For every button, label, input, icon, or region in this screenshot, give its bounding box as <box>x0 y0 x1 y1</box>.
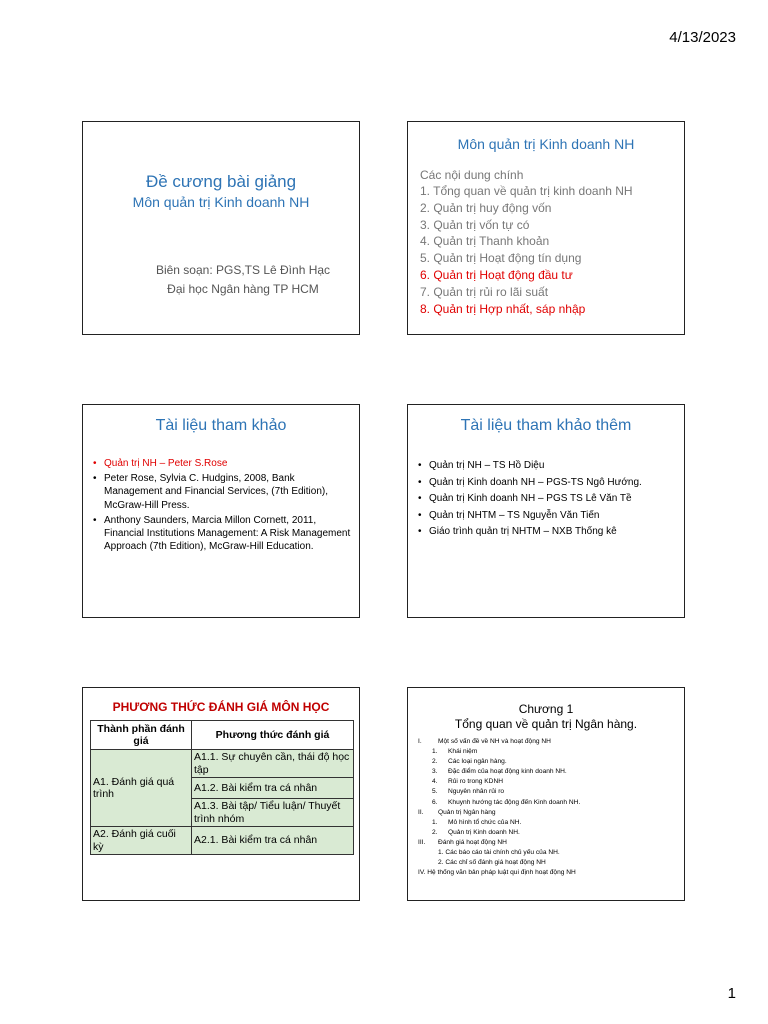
table-row <box>91 827 354 855</box>
slide-2-intro: Các nội dung chính <box>420 168 524 182</box>
table-cell-group-2: A2. Đánh giá cuối kỳ <box>91 827 192 855</box>
bullet-icon: • <box>418 460 422 471</box>
author-line-1: Biên soạn: PGS,TS Lê Đình Hạc <box>155 263 331 277</box>
slide-5-evaluation <box>82 687 360 901</box>
slide-3-heading: Tài liệu tham khảo <box>155 417 287 434</box>
table-header-cell: Thành phần đánh giá <box>91 721 192 750</box>
outline-line <box>418 767 680 777</box>
table-cell: A1.2. Bài kiểm tra cá nhân <box>192 778 354 799</box>
extra-reference-text: Quản trị NHTM – TS Nguyễn Văn Tiến <box>429 509 600 521</box>
outline-line <box>418 798 680 808</box>
extra-reference-item <box>418 524 676 541</box>
slide-6-chapter-1 <box>407 687 685 901</box>
contents-item: 8. Quản trị Hợp nhất, sáp nhập <box>420 301 586 316</box>
bullet-icon: • <box>93 473 97 485</box>
outline-line <box>418 737 680 747</box>
bullet-icon: • <box>418 476 422 488</box>
outline-number: 6. <box>432 798 438 806</box>
outline-line <box>418 858 680 868</box>
outline-number: I. <box>418 738 422 745</box>
table-cell: A1.3. Bài tập/ Tiểu luận/ Thuyết trình nhóm <box>192 799 354 827</box>
author-line-2: Đại học Ngân hàng TP HCM <box>167 282 319 296</box>
outline-text: Rủi ro trong KDNH <box>448 778 503 786</box>
bullet-icon: • <box>418 493 422 505</box>
reference-item <box>93 514 351 554</box>
reference-text: Peter Rose, Sylvia C. Hudgins, 2008, Bank Management and Financial Services, (7th Edition), McGraw-Hill Press. <box>104 473 329 511</box>
reference-text: Quản trị NH – Peter S.Rose <box>104 458 228 469</box>
page-date: 4/13/2023 <box>669 29 736 46</box>
slide-2-body <box>420 168 678 317</box>
contents-item: 1. Tổng quan về quản trị kinh doanh NH <box>420 184 633 198</box>
slide-6-chapter: Chương 1 <box>518 702 574 716</box>
slide-1-title <box>82 121 360 335</box>
contents-item: 4. Quản trị Thanh khoản <box>420 234 550 249</box>
bullet-icon: • <box>93 514 97 526</box>
bullet-icon: • <box>418 526 422 538</box>
contents-item: 2. Quản trị huy động vốn <box>420 200 552 215</box>
outline-number: 2. <box>432 828 438 836</box>
outline-text: Quản trị Ngân hàng <box>438 808 496 816</box>
outline-text: IV. Hệ thống văn bản pháp luật qui định hoạt động NH <box>418 869 576 877</box>
page-number: 1 <box>727 985 736 1002</box>
reference-item <box>93 457 351 470</box>
table-cell: A2.1. Bài kiểm tra cá nhân <box>192 827 354 855</box>
bullet-icon: • <box>418 509 422 521</box>
outline-line <box>418 777 680 787</box>
outline-text: Khuynh hướng tác động đến Kinh doanh NH. <box>448 798 581 806</box>
outline-line <box>418 848 680 858</box>
outline-text: Khái niệm <box>448 748 478 756</box>
extra-reference-item <box>418 491 676 508</box>
outline-text: Quản trị Kinh doanh NH. <box>448 828 520 836</box>
extra-reference-text: Giáo trình quản trị NHTM – NXB Thống kê <box>429 526 617 538</box>
table-cell-group-1: A1. Đánh giá quá trình <box>91 750 192 827</box>
extra-reference-item <box>418 508 676 525</box>
outline-line <box>418 838 680 848</box>
references-list <box>93 457 351 555</box>
outline-number: 2. <box>432 758 438 766</box>
outline-number: 4. <box>432 778 438 786</box>
contents-item: 7. Quản trị rủi ro lãi suất <box>420 284 549 299</box>
chapter-outline <box>418 737 680 878</box>
outline-line <box>418 747 680 757</box>
slide-4-heading: Tài liệu tham khảo thêm <box>460 417 632 434</box>
outline-number: 3. <box>432 768 438 776</box>
outline-text: Các loại ngân hàng. <box>448 758 507 766</box>
outline-text: Nguyên nhân rủi ro <box>448 788 505 796</box>
outline-text: Đánh giá hoạt động NH <box>438 838 507 846</box>
slide-4-extra-references <box>407 404 685 618</box>
outline-number: 5. <box>432 788 438 796</box>
outline-line <box>418 757 680 767</box>
slide-5-heading: PHƯƠNG THỨC ĐÁNH GIÁ MÔN HỌC <box>112 700 330 714</box>
extra-reference-text: Quản trị Kinh doanh NH – PGS-TS Ngô Hướng. <box>429 476 642 488</box>
slide-1-author <box>83 261 359 299</box>
outline-text: Mô hình tổ chức của NH. <box>448 818 522 826</box>
outline-text: 1. Các báo cáo tài chính chủ yếu của NH. <box>438 849 560 857</box>
extra-reference-item <box>418 475 676 492</box>
slide-2-contents <box>407 121 685 335</box>
outline-line <box>418 868 680 878</box>
outline-text: Đặc điểm của hoạt động kinh doanh NH. <box>448 768 567 776</box>
outline-line <box>418 787 680 797</box>
outline-number: 1. <box>432 748 438 756</box>
table-row <box>91 750 354 778</box>
outline-number: II. <box>418 808 424 816</box>
reference-text: Anthony Saunders, Marcia Millon Cornett, 2011, Financial Institutions Management: A Risk Management Approach (7th Edition), McGraw-Hill Education. <box>104 514 351 553</box>
table-header-row <box>91 721 354 750</box>
outline-line <box>418 828 680 838</box>
outline-number: III. <box>418 838 426 846</box>
table-cell: A1.1. Sự chuyên cần, thái độ học tập <box>192 750 354 778</box>
extra-references-list <box>418 458 676 541</box>
slide-1-heading: Đề cương bài giảng <box>145 172 297 191</box>
extra-reference-text: Quản trị NH – TS Hồ Diệu <box>429 460 545 471</box>
extra-reference-item <box>418 458 676 475</box>
slide-3-references <box>82 404 360 618</box>
contents-item: 6. Quản trị Hoạt động đầu tư <box>420 267 573 282</box>
outline-line <box>418 808 680 818</box>
outline-text: Một số vấn đề về NH và hoạt động NH <box>438 738 551 745</box>
slide-2-heading: Môn quản trị Kinh doanh NH <box>457 136 635 152</box>
outline-number: 1. <box>432 818 438 826</box>
contents-item: 5. Quản trị Hoạt động tín dụng <box>420 251 582 266</box>
slide-6-heading: Tổng quan về quản trị Ngân hàng. <box>454 717 638 731</box>
reference-item <box>93 472 351 512</box>
evaluation-table <box>90 720 354 855</box>
outline-text: 2. Các chỉ số đánh giá hoạt động NH <box>438 859 546 867</box>
outline-line <box>418 818 680 828</box>
table-header-cell: Phương thức đánh giá <box>192 721 354 750</box>
contents-list <box>420 183 678 317</box>
slide-1-subheading: Môn quản trị Kinh doanh NH <box>132 194 310 210</box>
contents-item: 3. Quản trị vốn tự có <box>420 217 530 232</box>
extra-reference-text: Quản trị Kinh doanh NH – PGS TS Lê Văn Tề <box>429 493 632 505</box>
bullet-icon: • <box>93 458 97 469</box>
